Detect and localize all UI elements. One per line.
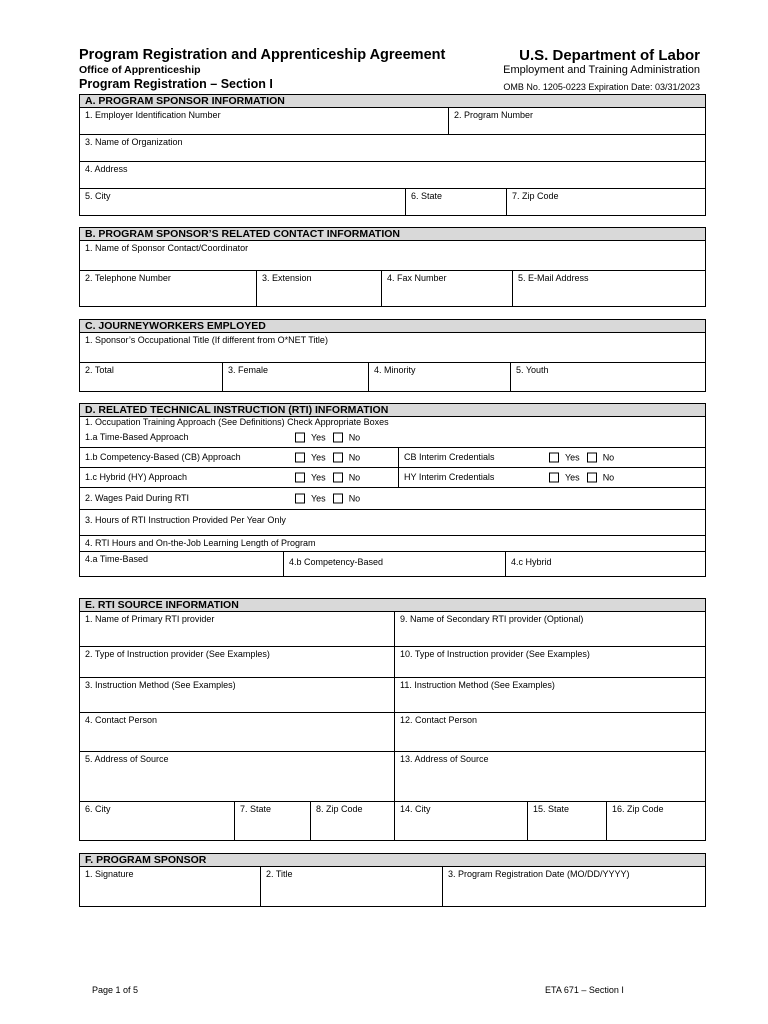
section-d-row-1a — [80, 428, 705, 448]
section-d — [79, 403, 706, 577]
secondary-rti-provider-field[interactable]: 9. Name of Secondary RTI provider (Optional) — [394, 612, 705, 646]
primary-zip-code-field[interactable]: 8. Zip Code — [310, 802, 394, 840]
section-a-row-1 — [80, 108, 705, 135]
primary-contact-person-field[interactable]: 4. Contact Person — [85, 715, 158, 725]
hybrid-yes-checkbox[interactable] — [295, 473, 305, 483]
registration-date-field[interactable]: 3. Program Registration Date (MO/DD/YYYY) — [442, 867, 705, 906]
section-d-heading: D. RELATED TECHNICAL INSTRUCTION (RTI) INFORMATION — [80, 404, 705, 417]
extension-field[interactable]: 3. Extension — [256, 271, 381, 306]
section-d-row-1c — [80, 468, 705, 488]
no-label: No — [602, 452, 615, 462]
competency-based-approach-label — [80, 448, 398, 467]
section-b — [79, 227, 706, 307]
hybrid-approach-label — [80, 468, 398, 487]
no-label: No — [348, 472, 361, 482]
no-label: No — [348, 452, 361, 462]
secondary-instruction-method-field[interactable]: 11. Instruction Method (See Examples) — [394, 678, 705, 712]
section-d-row-4abc — [80, 552, 705, 576]
section-c — [79, 319, 706, 392]
yes-label: Yes — [565, 452, 580, 462]
section-d-row-1 — [80, 417, 705, 428]
wages-paid-yes-no — [295, 493, 367, 504]
section-e — [79, 598, 706, 841]
section-title: Program Registration – Section I — [79, 77, 273, 91]
section-b-row-1 — [80, 241, 705, 271]
page-number: Page 1 of 5 — [92, 985, 139, 995]
administration-name: Employment and Training Administration — [503, 64, 700, 76]
form-number: ETA 671 – Section I — [545, 985, 624, 995]
section-d-row-3 — [80, 510, 705, 536]
competency-based-no-checkbox[interactable] — [333, 453, 343, 463]
competency-based-approach-text: 1.b Competency-Based (CB) Approach — [85, 452, 241, 462]
section-a — [79, 94, 706, 216]
section-f-heading: F. PROGRAM SPONSOR — [80, 854, 705, 867]
hybrid-no-checkbox[interactable] — [333, 473, 343, 483]
no-label: No — [348, 493, 361, 503]
section-e-row-6 — [80, 802, 705, 840]
secondary-source-address-field[interactable]: 13. Address of Source — [394, 752, 705, 801]
time-based-yes-no — [295, 432, 367, 443]
section-e-heading: E. RTI SOURCE INFORMATION — [80, 599, 705, 612]
section-a-row-4 — [80, 189, 705, 215]
yes-label: Yes — [311, 432, 326, 442]
secondary-provider-type-field[interactable]: 10. Type of Instruction provider (See Examples) — [394, 647, 705, 677]
secondary-contact-person-field[interactable]: 12. Contact Person — [394, 713, 705, 751]
female-field[interactable]: 3. Female — [222, 363, 368, 391]
hy-interim-yes-checkbox[interactable] — [549, 473, 559, 483]
organization-name-field[interactable]: 3. Name of Organization — [85, 137, 183, 147]
primary-city-field[interactable]: 6. City — [85, 804, 111, 814]
header-right — [503, 47, 700, 95]
yes-label: Yes — [311, 472, 326, 482]
time-based-approach-label — [80, 428, 705, 447]
section-e-row-3 — [80, 678, 705, 713]
minority-field[interactable]: 4. Minority — [368, 363, 510, 391]
zip-code-field[interactable]: 7. Zip Code — [506, 189, 705, 215]
city-field[interactable]: 5. City — [85, 191, 111, 201]
section-a-row-3 — [80, 162, 705, 189]
section-f-row-1 — [80, 867, 705, 906]
fax-number-field[interactable]: 4. Fax Number — [381, 271, 512, 306]
occupational-title-field[interactable]: 1. Sponsor’s Occupational Title (If different from O*NET Title) — [85, 335, 328, 345]
section-d-row-2 — [80, 488, 705, 510]
competency-based-yes-checkbox[interactable] — [295, 453, 305, 463]
time-based-yes-checkbox[interactable] — [295, 433, 305, 443]
signature-field[interactable]: 1. Signature — [85, 869, 134, 879]
omb-number: OMB No. 1205-0223 Expiration Date: 03/31/2023 — [503, 82, 700, 92]
section-e-row-1 — [80, 612, 705, 647]
section-b-heading: B. PROGRAM SPONSOR’S RELATED CONTACT INFORMATION — [80, 228, 705, 241]
section-c-row-2 — [80, 363, 705, 391]
primary-instruction-method-field[interactable]: 3. Instruction Method (See Examples) — [85, 680, 236, 690]
sponsor-title-field[interactable]: 2. Title — [260, 867, 442, 906]
section-a-heading: A. PROGRAM SPONSOR INFORMATION — [80, 95, 705, 108]
yes-label: Yes — [565, 472, 580, 482]
no-label: No — [602, 472, 615, 482]
section-d-row-1b — [80, 448, 705, 468]
hy-interim-credentials-text: HY Interim Credentials — [404, 472, 495, 482]
primary-source-address-field[interactable]: 5. Address of Source — [85, 754, 169, 764]
secondary-state-field[interactable]: 15. State — [527, 802, 606, 840]
form-title: Program Registration and Apprenticeship Agreement — [79, 47, 446, 63]
header-left — [79, 47, 445, 92]
total-field[interactable]: 2. Total — [85, 365, 114, 375]
state-field[interactable]: 6. State — [405, 189, 506, 215]
hy-interim-yes-no — [549, 472, 621, 483]
secondary-city-field[interactable]: 14. City — [394, 802, 527, 840]
cb-interim-credentials-text: CB Interim Credentials — [404, 452, 495, 462]
yes-label: Yes — [311, 452, 326, 462]
employer-id-field[interactable]: 1. Employer Identification Number — [85, 110, 221, 120]
sponsor-contact-field[interactable]: 1. Name of Sponsor Contact/Coordinator — [85, 243, 249, 253]
hybrid-approach-text: 1.c Hybrid (HY) Approach — [85, 472, 188, 482]
hy-interim-no-checkbox[interactable] — [587, 473, 597, 483]
wages-paid-yes-checkbox[interactable] — [295, 494, 305, 504]
section-a-row-2 — [80, 135, 705, 162]
wages-paid-label — [80, 488, 705, 509]
email-field[interactable]: 5. E-Mail Address — [512, 271, 705, 306]
hy-interim-credentials-label — [398, 468, 705, 487]
secondary-zip-code-field[interactable]: 16. Zip Code — [606, 802, 705, 840]
time-based-no-checkbox[interactable] — [333, 433, 343, 443]
section-f — [79, 853, 706, 907]
section-c-heading: C. JOURNEYWORKERS EMPLOYED — [80, 320, 705, 333]
wages-paid-no-checkbox[interactable] — [333, 494, 343, 504]
office-name: Office of Apprenticeship — [79, 64, 201, 76]
hybrid-yes-no — [295, 472, 367, 483]
section-b-row-2 — [80, 271, 705, 306]
wages-paid-text: 2. Wages Paid During RTI — [85, 493, 190, 503]
primary-rti-provider-field[interactable]: 1. Name of Primary RTI provider — [85, 614, 215, 624]
telephone-field[interactable]: 2. Telephone Number — [85, 273, 171, 283]
time-based-hours-field[interactable]: 4.a Time-Based — [85, 554, 149, 564]
yes-label: Yes — [311, 493, 326, 503]
competency-based-hours-field[interactable]: 4.b Competency-Based — [283, 552, 505, 576]
primary-provider-type-field[interactable]: 2. Type of Instruction provider (See Examples) — [85, 649, 270, 659]
section-c-row-1 — [80, 333, 705, 363]
section-e-row-2 — [80, 647, 705, 678]
section-e-row-5 — [80, 752, 705, 802]
address-field[interactable]: 4. Address — [85, 164, 128, 174]
cb-interim-yes-checkbox[interactable] — [549, 453, 559, 463]
youth-field[interactable]: 5. Youth — [510, 363, 705, 391]
program-number-field[interactable]: 2. Program Number — [448, 108, 705, 134]
department-name: U.S. Department of Labor — [519, 47, 700, 64]
no-label: No — [348, 432, 361, 442]
hybrid-hours-field[interactable]: 4.c Hybrid — [505, 552, 705, 576]
rti-ojl-length-label: 4. RTI Hours and On-the-Job Learning Length of Program — [85, 538, 316, 548]
training-approach-label: 1. Occupation Training Approach (See Definitions) Check Appropriate Boxes — [85, 417, 389, 427]
section-e-row-4 — [80, 713, 705, 752]
cb-interim-no-checkbox[interactable] — [587, 453, 597, 463]
time-based-approach-text: 1.a Time-Based Approach — [85, 432, 189, 442]
primary-state-field[interactable]: 7. State — [234, 802, 310, 840]
cb-interim-credentials-label — [398, 448, 705, 467]
competency-based-yes-no — [295, 452, 367, 463]
rti-hours-per-year-field[interactable]: 3. Hours of RTI Instruction Provided Per Year Only — [85, 515, 286, 525]
cb-interim-yes-no — [549, 452, 621, 463]
section-d-row-4 — [80, 536, 705, 552]
